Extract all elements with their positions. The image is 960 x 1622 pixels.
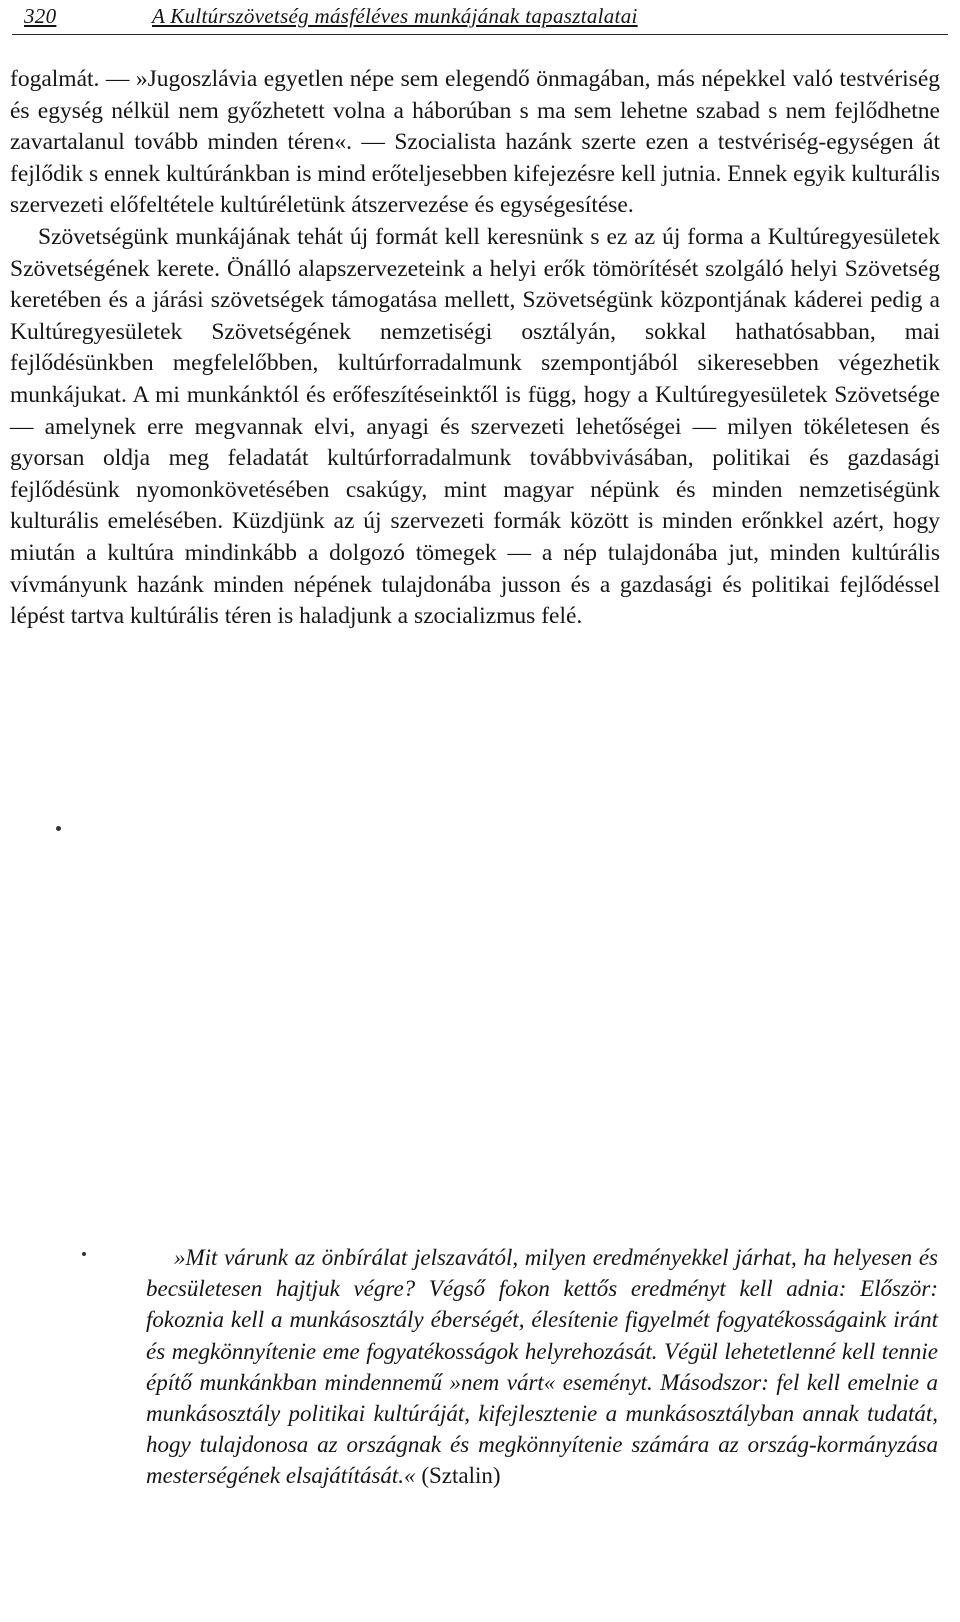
paragraph: Szövetségünk munkájának tehát új formát kell keresnünk s ez az új forma a Kultúregyesületek Szövetségének kerete. Önálló alapszervezeteink a helyi erők tömörítését szolgáló helyi Szövetség keretében és a járási szövetségek támogatása mellett, Szövetségünk központjának káderei pedig a Kultúregyesületek Szövetségének nemzetiségi osztályán, sokkal hathatósabban, mai fejlődésünkben megfelelőbben, kultúrforradalmunk szempontjából sikeresebben végezhetik munkájukat. A mi munkánktól és erőfeszítéseinktől is függ, hogy a Kultúregyesületek Szövetsége — amelynek erre megvannak elvi, anyagi és szervezeti lehetőségei — milyen tökéletesen és gyorsan oldja meg feladatát kultúrforradalmunk továbbvivásában, politikai és gazdasági fejlődésünk nyomonkövetésében csakúgy, mint magyar népünk és minden nemzetiségünk kulturális emelésében. Küzdjünk az új szervezeti formák között is minden erőnkkel azért, hogy miután a kultúra mindinkább a dolgozó tömegek — a nép tulajdonába jut, minden kultúrális vívmányunk hazánk minden népének tulajdonába jusson és a gazdasági és politikai fejlődéssel lépést tartva kultúrális téren is haladjunk a szocializmus felé. — [10, 223, 940, 630]
paragraph: fogalmát. — »Jugoszlávia egyetlen népe sem elegendő önmagában, más népekkel való testvériség és egység nélkül nem győzhetett volna a háborúban s ma sem lehetne szabad s nem fejlődhetne zavartalanul tovább minden téren«. — Szocialista hazánk szerte ezen a testvériség-egységen át fejlődik s ennek kultúránkban is mind erőteljesebben kifejezésre kell jutnia. Ennek egyik kulturális szervezeti előfeltétele kultúréletünk átszervezése és egységesítése. — [10, 66, 940, 219]
quote-text: »Mit várunk az önbírálat jelszavától, milyen eredményekkel járhat, ha helyesen és becsületesen hajtjuk végre? Végső fokon kettős eredményt kell adnia: Először: fokoznia kell a munkásosztály éberségét, élesítenie figyelmét fogyatékosságaink iránt és megkönnyítenie eme fogyatékosságok helyrehozását. Végül lehetetlenné kell tennie építő munkánkban mindennemű »nem várt« eseményt. Másodszor: fel kell emelnie a munkásosztály politikai kultúráját, kifejlesztenie a munkásosztályban annak tudatát, hogy tulajdonosa az országnak és megkönnyítenie számára az ország-kormányzása mesterségének elsajátítását.« — [146, 1245, 938, 1489]
quote-attribution: (Sztalin) — [421, 1463, 501, 1489]
stray-dot-mark — [56, 826, 61, 831]
page-number: 320 — [24, 4, 57, 28]
running-head-title: A Kultúrszövetség másféléves munkájának tapasztalatai — [152, 4, 638, 28]
header-divider — [12, 34, 948, 35]
epigraph-quote — [146, 1242, 938, 1492]
stray-dot-mark — [82, 1252, 86, 1256]
running-head — [12, 4, 948, 44]
body-text — [10, 64, 940, 633]
